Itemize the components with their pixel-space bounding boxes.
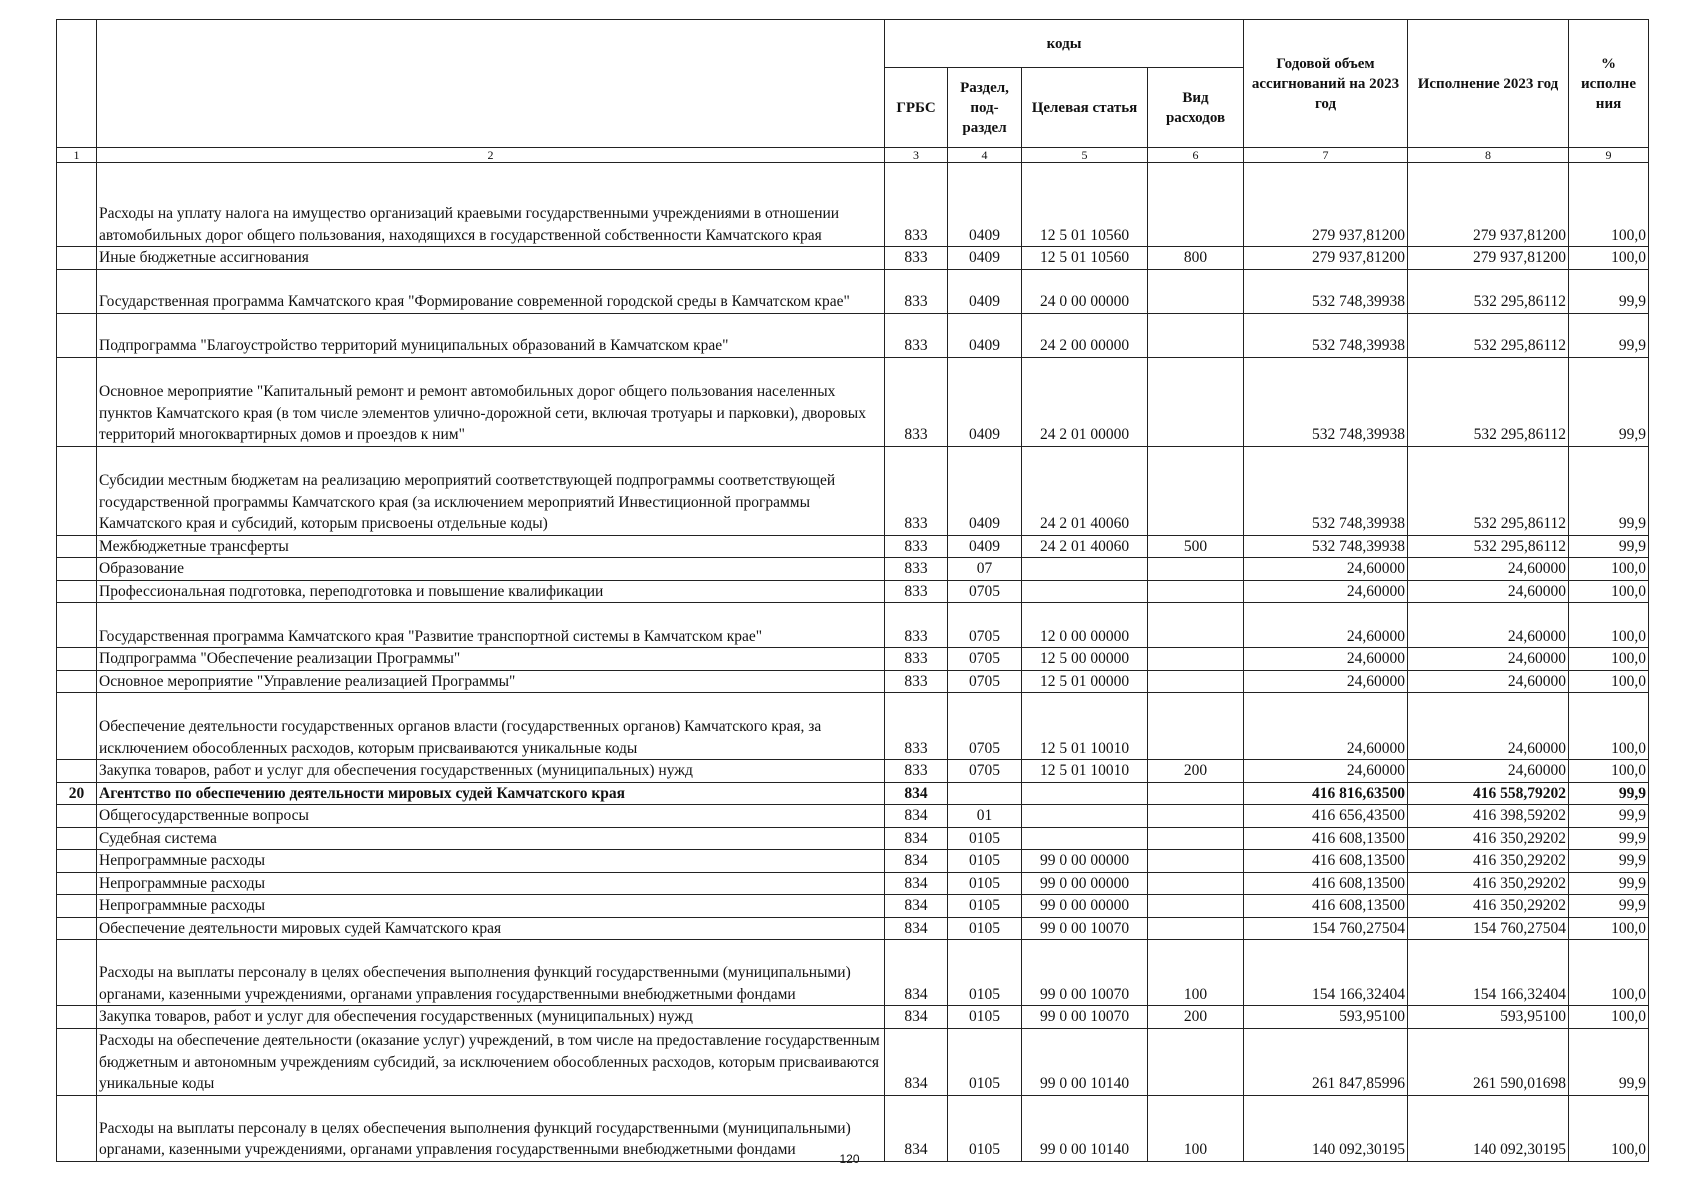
- row-type: [1148, 1028, 1244, 1095]
- row-annual: 532 748,39938: [1244, 357, 1408, 446]
- header-annual: Годовой объем ассигнований на 2023 год: [1244, 20, 1408, 148]
- row-percent: 99,9: [1569, 313, 1649, 357]
- row-execution: 532 295,86112: [1408, 446, 1569, 535]
- row-target: 12 5 00 00000: [1022, 648, 1148, 671]
- row-name: Закупка товаров, работ и услуг для обеспечения государственных (муниципальных) нужд: [97, 760, 885, 783]
- table-row: [57, 917, 1649, 940]
- row-index: [57, 895, 97, 918]
- row-target: 99 0 00 00000: [1022, 872, 1148, 895]
- row-grbs: 833: [885, 446, 948, 535]
- row-section: 01: [948, 805, 1022, 828]
- table-row: [57, 580, 1649, 603]
- row-percent: 100,0: [1569, 1006, 1649, 1029]
- row-name: Агентство по обеспечению деятельности мировых судей Камчатского края: [97, 782, 885, 805]
- row-grbs: 833: [885, 760, 948, 783]
- row-annual: 532 748,39938: [1244, 535, 1408, 558]
- row-grbs: 833: [885, 693, 948, 760]
- row-section: 0409: [948, 313, 1022, 357]
- row-annual: 532 748,39938: [1244, 269, 1408, 313]
- row-execution: 279 937,81200: [1408, 163, 1569, 247]
- row-name: Основное мероприятие "Капитальный ремонт и ремонт автомобильных дорог общего пользования населенных пунктов Камчатского края (в том числе элементов улично-дорожной сети, включая тротуары и парковки), дворовых территорий многоквартирных домов и проездов к ним": [97, 357, 885, 446]
- table-row: [57, 827, 1649, 850]
- row-section: 0409: [948, 357, 1022, 446]
- row-section: [948, 782, 1022, 805]
- row-name: Расходы на обеспечение деятельности (оказание услуг) учреждений, в том числе на предоставление государственным бюджетным и автономным учреждениям субсидий, за исключением обособленных расходов, которым присваиваются уникальные коды: [97, 1028, 885, 1095]
- row-type: [1148, 917, 1244, 940]
- row-execution: 24,60000: [1408, 603, 1569, 648]
- row-percent: 100,0: [1569, 558, 1649, 581]
- table-row: [57, 670, 1649, 693]
- header-codes: коды: [885, 20, 1244, 68]
- table-row: [57, 940, 1649, 1006]
- header-section: Раздел, под-раздел: [948, 68, 1022, 148]
- row-name: Межбюджетные трансферты: [97, 535, 885, 558]
- row-type: [1148, 313, 1244, 357]
- row-name: Закупка товаров, работ и услуг для обеспечения государственных (муниципальных) нужд: [97, 1006, 885, 1029]
- row-type: [1148, 163, 1244, 247]
- row-execution: 24,60000: [1408, 648, 1569, 671]
- row-index: [57, 648, 97, 671]
- row-index: [57, 850, 97, 873]
- header-blank-name: [97, 20, 885, 148]
- column-number: 8: [1408, 148, 1569, 163]
- row-target: [1022, 580, 1148, 603]
- row-execution: 416 350,29202: [1408, 895, 1569, 918]
- column-number: 4: [948, 148, 1022, 163]
- row-index: [57, 247, 97, 270]
- row-target: 24 2 01 40060: [1022, 535, 1148, 558]
- row-name: Основное мероприятие "Управление реализацией Программы": [97, 670, 885, 693]
- row-index: [57, 872, 97, 895]
- row-percent: 100,0: [1569, 670, 1649, 693]
- row-target: 24 2 01 40060: [1022, 446, 1148, 535]
- row-section: 0409: [948, 535, 1022, 558]
- row-type: [1148, 670, 1244, 693]
- row-grbs: 834: [885, 1006, 948, 1029]
- row-annual: 154 760,27504: [1244, 917, 1408, 940]
- row-index: [57, 269, 97, 313]
- row-index: [57, 760, 97, 783]
- row-section: 0409: [948, 446, 1022, 535]
- row-type: [1148, 850, 1244, 873]
- table-row: [57, 1028, 1649, 1095]
- row-annual: 416 608,13500: [1244, 827, 1408, 850]
- table-row: [57, 760, 1649, 783]
- row-name: Расходы на уплату налога на имущество организаций краевыми государственными учреждениями в отношении автомобильных дорог общего пользования, находящихся в государственной собственности Камчатского края: [97, 163, 885, 247]
- table-row: [57, 895, 1649, 918]
- row-annual: 24,60000: [1244, 580, 1408, 603]
- table-row: [57, 446, 1649, 535]
- table-row: [57, 535, 1649, 558]
- row-name: Обеспечение деятельности государственных органов власти (государственных органов) Камчатского края, за исключением обособленных расходов, которым присваиваются уникальные коды: [97, 693, 885, 760]
- row-grbs: 834: [885, 872, 948, 895]
- row-annual: 24,60000: [1244, 760, 1408, 783]
- row-name: Иные бюджетные ассигнования: [97, 247, 885, 270]
- row-grbs: 834: [885, 895, 948, 918]
- row-target: [1022, 827, 1148, 850]
- row-percent: 100,0: [1569, 693, 1649, 760]
- row-percent: 100,0: [1569, 917, 1649, 940]
- row-percent: 99,9: [1569, 895, 1649, 918]
- row-execution: 279 937,81200: [1408, 247, 1569, 270]
- row-execution: 593,95100: [1408, 1006, 1569, 1029]
- row-annual: 416 816,63500: [1244, 782, 1408, 805]
- row-grbs: 834: [885, 917, 948, 940]
- row-target: 99 0 00 00000: [1022, 895, 1148, 918]
- table-row: [57, 558, 1649, 581]
- row-name: Государственная программа Камчатского края "Формирование современной городской среды в Камчатском крае": [97, 269, 885, 313]
- row-target: 99 0 00 10140: [1022, 1028, 1148, 1095]
- row-target: [1022, 782, 1148, 805]
- row-annual: 24,60000: [1244, 648, 1408, 671]
- row-percent: 100,0: [1569, 648, 1649, 671]
- row-type: [1148, 782, 1244, 805]
- row-name: Судебная система: [97, 827, 885, 850]
- row-execution: 154 166,32404: [1408, 940, 1569, 1006]
- row-name: Обеспечение деятельности мировых судей Камчатского края: [97, 917, 885, 940]
- row-annual: 416 608,13500: [1244, 895, 1408, 918]
- row-section: 0705: [948, 670, 1022, 693]
- row-section: 0705: [948, 648, 1022, 671]
- row-index: [57, 1028, 97, 1095]
- row-execution: 24,60000: [1408, 760, 1569, 783]
- row-type: [1148, 693, 1244, 760]
- row-percent: 99,9: [1569, 269, 1649, 313]
- table-row: [57, 805, 1649, 828]
- row-grbs: 834: [885, 940, 948, 1006]
- row-grbs: 833: [885, 558, 948, 581]
- row-section: 0105: [948, 827, 1022, 850]
- row-annual: 24,60000: [1244, 670, 1408, 693]
- row-percent: 99,9: [1569, 827, 1649, 850]
- row-grbs: 833: [885, 648, 948, 671]
- row-percent: 100,0: [1569, 580, 1649, 603]
- row-index: [57, 558, 97, 581]
- row-grbs: 834: [885, 850, 948, 873]
- column-number: 1: [57, 148, 97, 163]
- row-target: 12 5 01 10010: [1022, 693, 1148, 760]
- row-name: Государственная программа Камчатского края "Развитие транспортной системы в Камчатском крае": [97, 603, 885, 648]
- row-grbs: 833: [885, 313, 948, 357]
- header-blank-index: [57, 20, 97, 148]
- table-row: [57, 247, 1649, 270]
- row-section: 0705: [948, 760, 1022, 783]
- row-percent: 99,9: [1569, 872, 1649, 895]
- row-name: Подпрограмма "Обеспечение реализации Программы": [97, 648, 885, 671]
- row-target: 99 0 00 00000: [1022, 850, 1148, 873]
- column-number: 9: [1569, 148, 1649, 163]
- row-target: 12 5 01 10560: [1022, 163, 1148, 247]
- column-number: 7: [1244, 148, 1408, 163]
- row-type: 500: [1148, 535, 1244, 558]
- row-percent: 100,0: [1569, 760, 1649, 783]
- row-execution: 532 295,86112: [1408, 313, 1569, 357]
- row-grbs: 834: [885, 827, 948, 850]
- row-section: 0105: [948, 940, 1022, 1006]
- header-percent: % исполне ния: [1569, 20, 1649, 148]
- row-name: Образование: [97, 558, 885, 581]
- row-execution: 416 350,29202: [1408, 850, 1569, 873]
- row-type: 200: [1148, 760, 1244, 783]
- row-type: [1148, 872, 1244, 895]
- table-row: [57, 1006, 1649, 1029]
- table-row: [57, 782, 1649, 805]
- row-section: 0409: [948, 247, 1022, 270]
- row-name: Непрограммные расходы: [97, 850, 885, 873]
- column-number: 2: [97, 148, 885, 163]
- row-annual: 140 092,30195: [1244, 1095, 1408, 1161]
- row-name: Расходы на выплаты персоналу в целях обеспечения выполнения функций государственными (муниципальными) органами, казенными учреждениями, органами управления государственными внебюджетными фондами: [97, 940, 885, 1006]
- row-percent: 99,9: [1569, 535, 1649, 558]
- row-annual: 24,60000: [1244, 558, 1408, 581]
- row-index: [57, 603, 97, 648]
- row-index: [57, 313, 97, 357]
- row-name: Профессиональная подготовка, переподготовка и повышение квалификации: [97, 580, 885, 603]
- row-percent: 100,0: [1569, 603, 1649, 648]
- row-index: [57, 163, 97, 247]
- row-index: [57, 670, 97, 693]
- row-target: 12 5 01 10560: [1022, 247, 1148, 270]
- row-execution: 416 398,59202: [1408, 805, 1569, 828]
- row-section: 0105: [948, 850, 1022, 873]
- row-annual: 279 937,81200: [1244, 247, 1408, 270]
- row-section: 0705: [948, 580, 1022, 603]
- row-grbs: 833: [885, 535, 948, 558]
- row-percent: 100,0: [1569, 163, 1649, 247]
- row-annual: 416 608,13500: [1244, 872, 1408, 895]
- row-section: 07: [948, 558, 1022, 581]
- row-annual: 261 847,85996: [1244, 1028, 1408, 1095]
- row-percent: 99,9: [1569, 782, 1649, 805]
- row-annual: 416 608,13500: [1244, 850, 1408, 873]
- row-index: [57, 827, 97, 850]
- row-type: 800: [1148, 247, 1244, 270]
- row-section: 0105: [948, 917, 1022, 940]
- header-grbs: ГРБС: [885, 68, 948, 148]
- row-type: 100: [1148, 1095, 1244, 1161]
- row-name: Общегосударственные вопросы: [97, 805, 885, 828]
- row-percent: 99,9: [1569, 357, 1649, 446]
- row-name: Подпрограмма "Благоустройство территорий муниципальных образований в Камчатском крае": [97, 313, 885, 357]
- table-row: [57, 603, 1649, 648]
- table-row: [57, 269, 1649, 313]
- row-grbs: 833: [885, 163, 948, 247]
- row-section: 0105: [948, 1028, 1022, 1095]
- row-target: 99 0 00 10140: [1022, 1095, 1148, 1161]
- row-type: [1148, 269, 1244, 313]
- row-execution: 24,60000: [1408, 558, 1569, 581]
- row-type: [1148, 580, 1244, 603]
- row-execution: 261 590,01698: [1408, 1028, 1569, 1095]
- row-target: [1022, 805, 1148, 828]
- row-annual: 532 748,39938: [1244, 446, 1408, 535]
- row-target: 12 0 00 00000: [1022, 603, 1148, 648]
- row-execution: 532 295,86112: [1408, 535, 1569, 558]
- row-section: 0705: [948, 603, 1022, 648]
- row-grbs: 834: [885, 805, 948, 828]
- row-grbs: 834: [885, 782, 948, 805]
- row-target: 99 0 00 10070: [1022, 917, 1148, 940]
- row-name: Непрограммные расходы: [97, 872, 885, 895]
- row-annual: 593,95100: [1244, 1006, 1408, 1029]
- row-annual: 154 166,32404: [1244, 940, 1408, 1006]
- table-row: [57, 357, 1649, 446]
- column-number: 3: [885, 148, 948, 163]
- row-percent: 99,9: [1569, 446, 1649, 535]
- row-name: Непрограммные расходы: [97, 895, 885, 918]
- table-row: [57, 693, 1649, 760]
- table-row: [57, 313, 1649, 357]
- row-index: [57, 693, 97, 760]
- row-execution: 154 760,27504: [1408, 917, 1569, 940]
- row-grbs: 833: [885, 580, 948, 603]
- row-annual: 24,60000: [1244, 693, 1408, 760]
- row-type: [1148, 558, 1244, 581]
- row-index: [57, 535, 97, 558]
- row-name: Субсидии местным бюджетам на реализацию мероприятий соответствующей подпрограммы соответствующей государственной программы Камчатского края (за исключением мероприятий Инвестиционной программы Камчатского края и субсидий, которым присвоены отдельные коды): [97, 446, 885, 535]
- row-type: [1148, 827, 1244, 850]
- row-percent: 99,9: [1569, 1028, 1649, 1095]
- row-execution: 24,60000: [1408, 670, 1569, 693]
- table-row: [57, 850, 1649, 873]
- row-section: 0105: [948, 872, 1022, 895]
- row-target: 12 5 01 10010: [1022, 760, 1148, 783]
- row-index: [57, 940, 97, 1006]
- row-index: [57, 1006, 97, 1029]
- row-grbs: 833: [885, 247, 948, 270]
- row-target: 24 0 00 00000: [1022, 269, 1148, 313]
- row-type: 200: [1148, 1006, 1244, 1029]
- row-section: 0409: [948, 269, 1022, 313]
- row-section: 0705: [948, 693, 1022, 760]
- row-name: Расходы на выплаты персоналу в целях обеспечения выполнения функций государственными (муниципальными) органами, казенными учреждениями, органами управления государственными внебюджетными фондами: [97, 1095, 885, 1161]
- page-number: 120: [839, 1152, 860, 1166]
- row-target: 12 5 01 00000: [1022, 670, 1148, 693]
- row-grbs: 833: [885, 269, 948, 313]
- column-number: 6: [1148, 148, 1244, 163]
- row-type: [1148, 648, 1244, 671]
- row-annual: 416 656,43500: [1244, 805, 1408, 828]
- row-target: 99 0 00 10070: [1022, 1006, 1148, 1029]
- row-grbs: 834: [885, 1028, 948, 1095]
- row-index: 20: [57, 782, 97, 805]
- row-execution: 24,60000: [1408, 580, 1569, 603]
- table-row: [57, 648, 1649, 671]
- table-row: [57, 872, 1649, 895]
- row-percent: 100,0: [1569, 940, 1649, 1006]
- row-execution: 24,60000: [1408, 693, 1569, 760]
- row-target: [1022, 558, 1148, 581]
- row-percent: 100,0: [1569, 1095, 1649, 1161]
- row-percent: 99,9: [1569, 850, 1649, 873]
- row-section: 0409: [948, 163, 1022, 247]
- row-type: [1148, 895, 1244, 918]
- row-annual: 532 748,39938: [1244, 313, 1408, 357]
- row-type: [1148, 446, 1244, 535]
- row-percent: 100,0: [1569, 247, 1649, 270]
- row-type: [1148, 805, 1244, 828]
- row-grbs: 834: [885, 1095, 948, 1161]
- row-section: 0105: [948, 895, 1022, 918]
- row-execution: 416 350,29202: [1408, 827, 1569, 850]
- row-grbs: 833: [885, 603, 948, 648]
- row-execution: 416 350,29202: [1408, 872, 1569, 895]
- header-target: Целевая статья: [1022, 68, 1148, 148]
- row-type: [1148, 603, 1244, 648]
- row-grbs: 833: [885, 670, 948, 693]
- row-target: 24 2 00 00000: [1022, 313, 1148, 357]
- header-type: Вид расходов: [1148, 68, 1244, 148]
- row-target: 99 0 00 10070: [1022, 940, 1148, 1006]
- row-index: [57, 580, 97, 603]
- row-execution: 532 295,86112: [1408, 269, 1569, 313]
- row-index: [57, 805, 97, 828]
- row-execution: 416 558,79202: [1408, 782, 1569, 805]
- row-section: 0105: [948, 1095, 1022, 1161]
- row-execution: 532 295,86112: [1408, 357, 1569, 446]
- row-index: [57, 357, 97, 446]
- row-index: [57, 917, 97, 940]
- budget-table: [56, 19, 1649, 1162]
- row-grbs: 833: [885, 357, 948, 446]
- row-type: 100: [1148, 940, 1244, 1006]
- row-percent: 99,9: [1569, 805, 1649, 828]
- row-type: [1148, 357, 1244, 446]
- row-annual: 279 937,81200: [1244, 163, 1408, 247]
- row-execution: 140 092,30195: [1408, 1095, 1569, 1161]
- header-execution: Исполнение 2023 год: [1408, 20, 1569, 148]
- table-row: [57, 163, 1649, 247]
- row-index: [57, 446, 97, 535]
- column-number-row: [57, 148, 1649, 163]
- row-section: 0105: [948, 1006, 1022, 1029]
- row-target: 24 2 01 00000: [1022, 357, 1148, 446]
- row-annual: 24,60000: [1244, 603, 1408, 648]
- column-number: 5: [1022, 148, 1148, 163]
